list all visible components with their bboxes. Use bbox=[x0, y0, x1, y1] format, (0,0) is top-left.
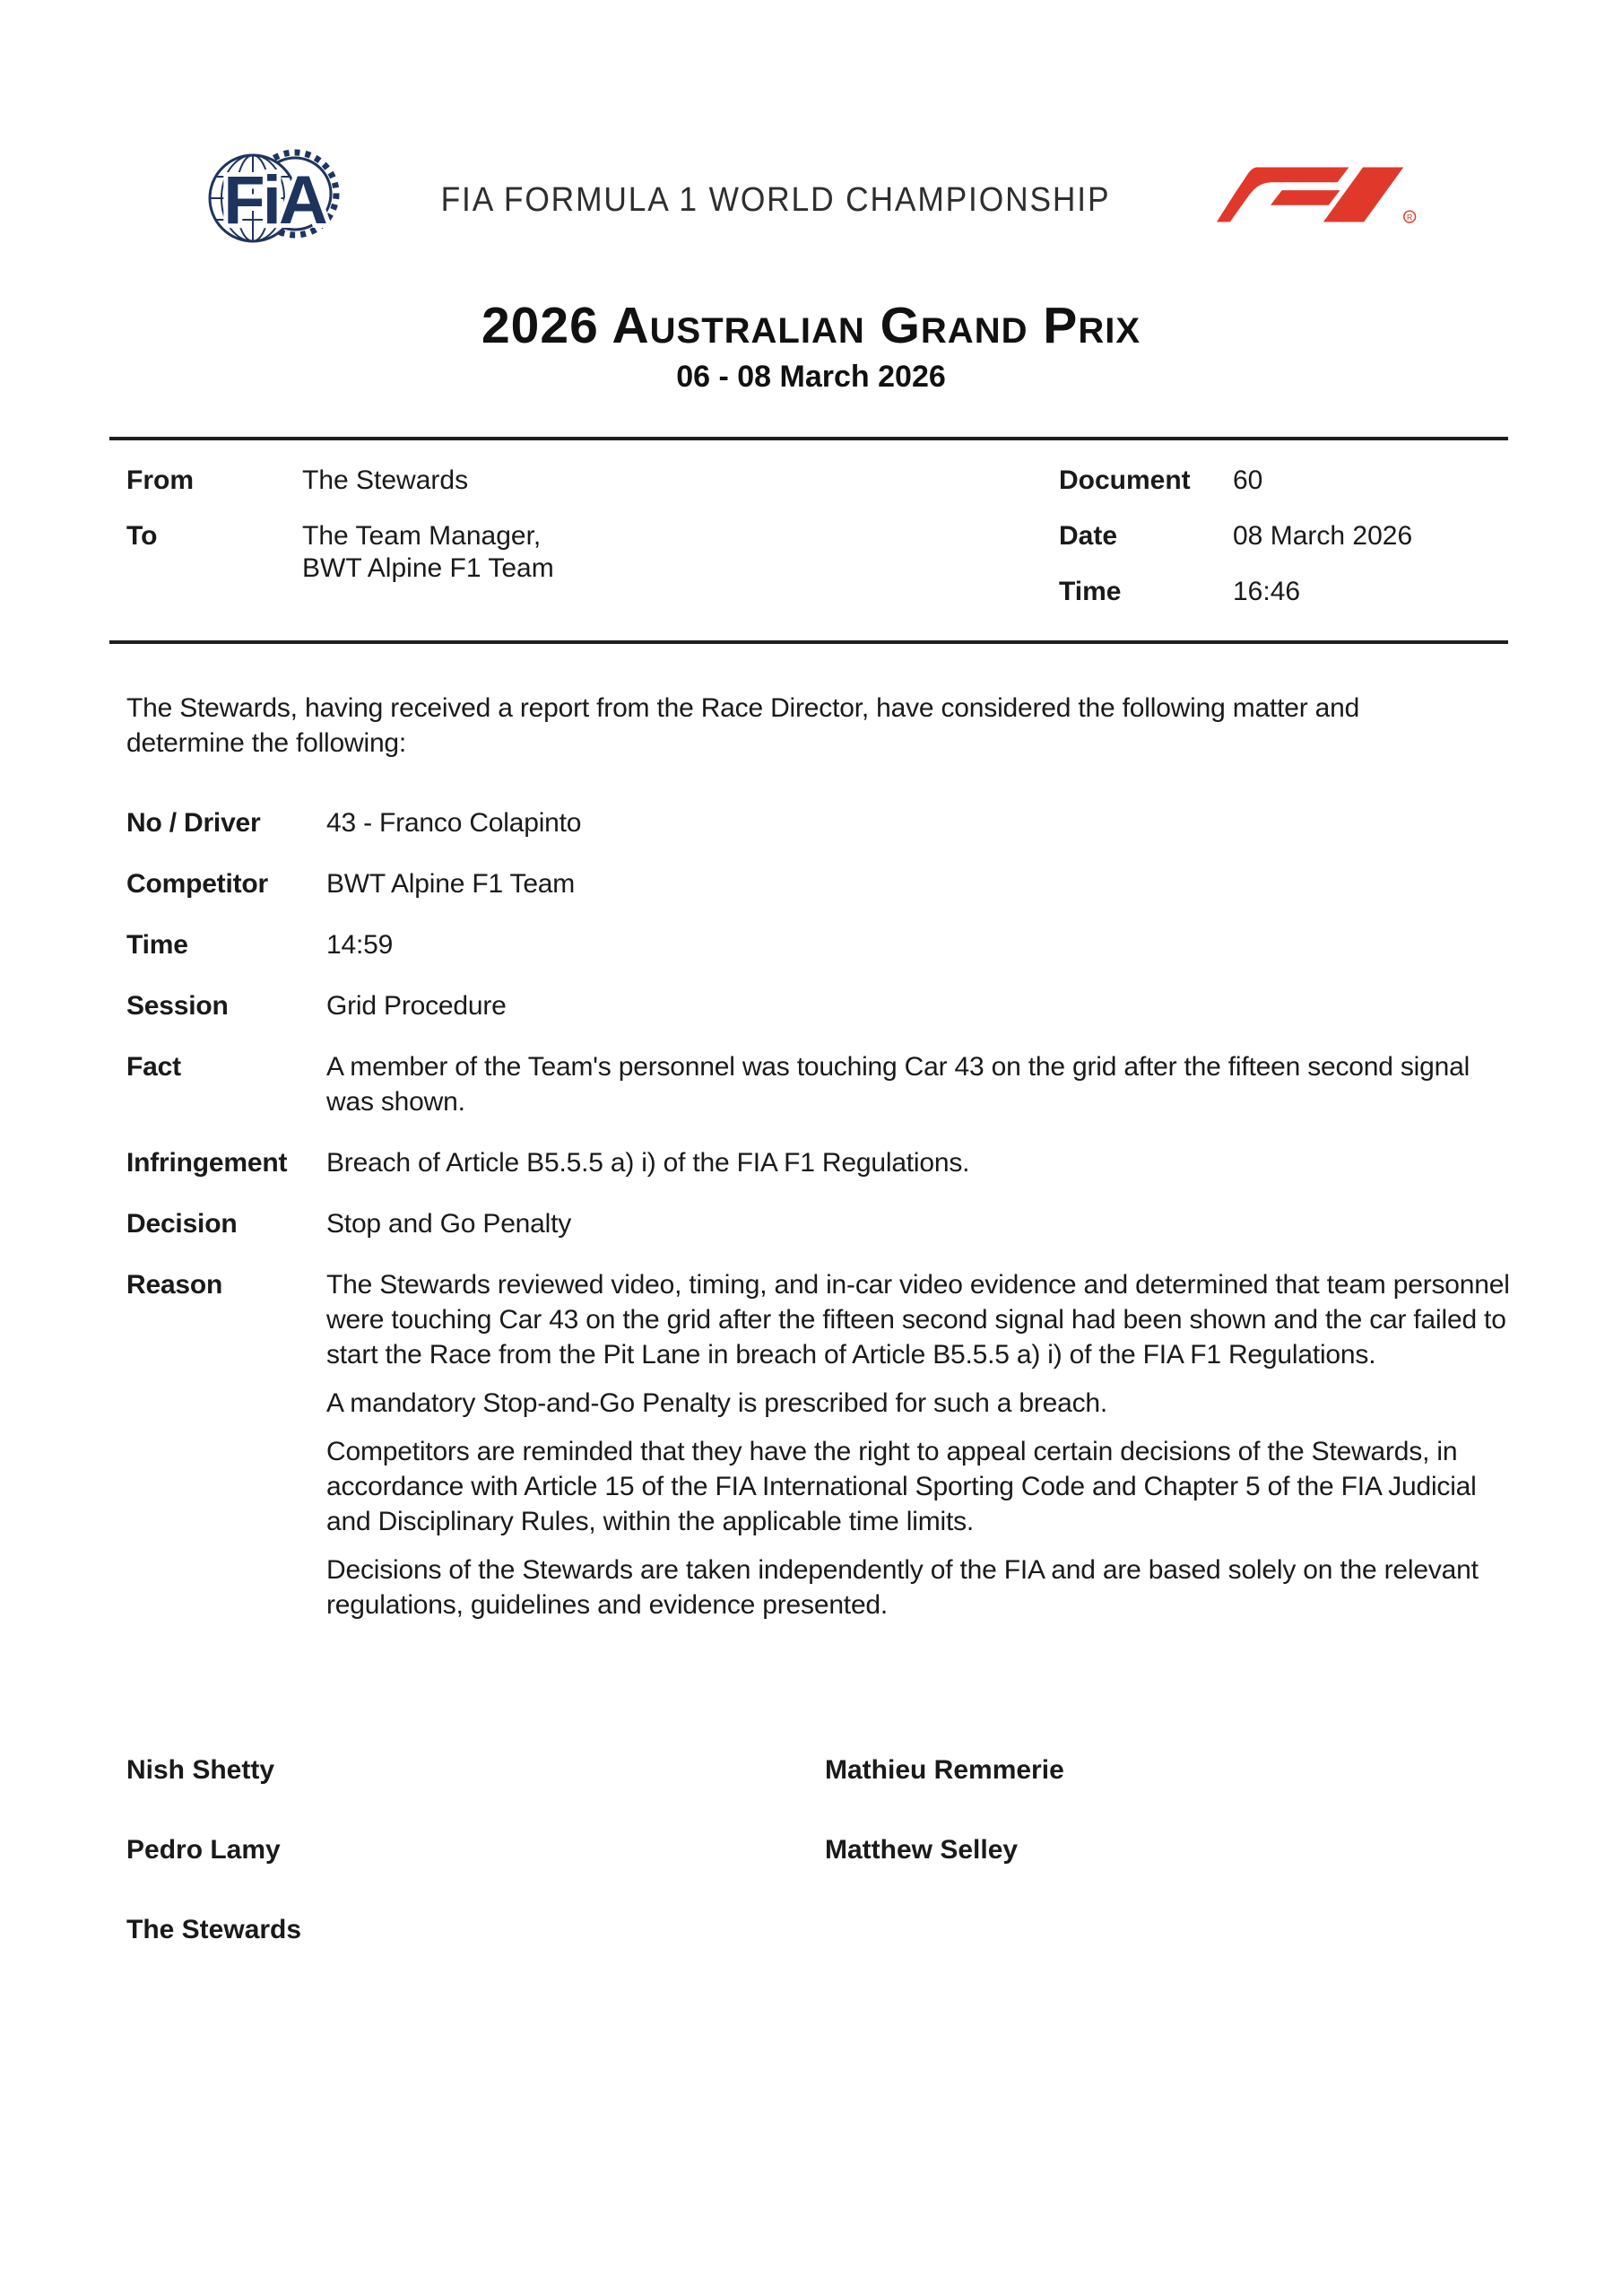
detail-row-no-driver bbox=[126, 805, 1519, 840]
steward-name-4: Matthew Selley bbox=[825, 1835, 1019, 1865]
detail-row-competitor bbox=[126, 866, 1519, 901]
from-label: From bbox=[126, 465, 194, 495]
decision-label: Decision bbox=[126, 1209, 238, 1239]
signature-row-2 bbox=[126, 1834, 1519, 1866]
from-value: The Stewards bbox=[302, 465, 469, 495]
time-value: 16:46 bbox=[1233, 577, 1301, 606]
steward-name-3: Pedro Lamy bbox=[126, 1835, 281, 1865]
signature-footer: The Stewards bbox=[126, 1915, 302, 1944]
session-time-label: Time bbox=[126, 930, 188, 960]
to-value-line2: BWT Alpine F1 Team bbox=[302, 553, 554, 583]
infringement-label: Infringement bbox=[126, 1148, 288, 1178]
registered-trademark-letter: R bbox=[1406, 213, 1413, 222]
steward-name-2: Mathieu Remmerie bbox=[825, 1755, 1064, 1785]
title-block bbox=[0, 296, 1622, 396]
no-driver-label: No / Driver bbox=[126, 808, 261, 838]
detail-row-time bbox=[126, 927, 1519, 962]
reason-paragraph-1: The Stewards reviewed video, timing, and in-car video evidence and determined that team personnel were touching Car 43 on the grid after the fifteen second signal had been shown and the car failed to start the Race from the Pit Lane in breach of Article B5.5.5 a) i) of the FIA F1 Regulations. bbox=[326, 1270, 1510, 1370]
session-time-value: 14:59 bbox=[326, 930, 394, 960]
session-value: Grid Procedure bbox=[326, 991, 507, 1021]
infringement-value: Breach of Article B5.5.5 a) i) of the FIA F1 Regulations. bbox=[326, 1148, 970, 1178]
meta-row-to bbox=[126, 520, 933, 585]
fia-logo-icon bbox=[206, 146, 341, 247]
competitor-label: Competitor bbox=[126, 869, 268, 899]
decision-value: Stop and Go Penalty bbox=[326, 1209, 572, 1239]
steward-name-1: Nish Shetty bbox=[126, 1755, 275, 1785]
detail-row-infringement bbox=[126, 1145, 1519, 1180]
to-label: To bbox=[126, 521, 158, 551]
page-title: 2026 Australian Grand Prix bbox=[481, 297, 1141, 354]
meta-row-from bbox=[126, 465, 933, 497]
detail-row-decision bbox=[126, 1206, 1519, 1241]
to-value bbox=[302, 520, 933, 585]
competitor-value: BWT Alpine F1 Team bbox=[326, 869, 576, 899]
meta-from-to bbox=[126, 465, 933, 608]
event-dates: 06 - 08 March 2026 bbox=[676, 360, 946, 394]
detail-row-session bbox=[126, 988, 1519, 1023]
meta-row-date bbox=[1059, 520, 1507, 552]
to-value-line1: The Team Manager, bbox=[302, 521, 542, 551]
fact-label: Fact bbox=[126, 1052, 181, 1082]
reason-paragraph-2: A mandatory Stop-and-Go Penalty is prescribed for such a breach. bbox=[326, 1388, 1107, 1418]
fact-value: A member of the Team's personnel was touching Car 43 on the grid after the fifteen second signal was shown. bbox=[326, 1052, 1470, 1117]
signatures-section bbox=[126, 1754, 1519, 1946]
reason-label: Reason bbox=[126, 1270, 223, 1300]
meta-document-date-time bbox=[1059, 465, 1507, 631]
reason-paragraph-3: Competitors are reminded that they have the right to appeal certain decisions of the Stewards, in accordance with Article 15 of the FIA International Sporting Code and Chapter 5 of the FIA Judicial and Disciplinary Rules, within the applicable time limits. bbox=[326, 1437, 1477, 1536]
fia-logo-text: FiA bbox=[223, 162, 325, 239]
date-value: 08 March 2026 bbox=[1233, 521, 1413, 551]
document-value: 60 bbox=[1233, 465, 1263, 495]
reason-paragraph-4: Decisions of the Stewards are taken independently of the FIA and are based solely on the relevant regulations, guidelines and evidence presented. bbox=[326, 1555, 1479, 1620]
intro-paragraph: The Stewards, having received a report from the Race Director, have considered the following matter and determine the following: bbox=[126, 693, 1360, 758]
detail-row-fact bbox=[126, 1049, 1519, 1119]
detail-row-reason bbox=[126, 1267, 1519, 1622]
reason-value bbox=[326, 1267, 1519, 1622]
meta-row-document bbox=[1059, 465, 1507, 497]
meta-row-time bbox=[1059, 576, 1507, 608]
decision-body bbox=[126, 691, 1519, 1648]
no-driver-value: 43 - Franco Colapinto bbox=[326, 808, 582, 838]
document-label: Document bbox=[1059, 465, 1191, 495]
signature-row-1 bbox=[126, 1754, 1519, 1787]
divider-bottom bbox=[109, 640, 1508, 644]
time-label: Time bbox=[1059, 577, 1122, 606]
date-label: Date bbox=[1059, 521, 1118, 551]
divider-top bbox=[109, 437, 1508, 440]
championship-title: FIA FORMULA 1 WORLD CHAMPIONSHIP bbox=[440, 181, 1111, 219]
f1-logo-icon bbox=[1217, 167, 1419, 224]
session-label: Session bbox=[126, 991, 229, 1021]
